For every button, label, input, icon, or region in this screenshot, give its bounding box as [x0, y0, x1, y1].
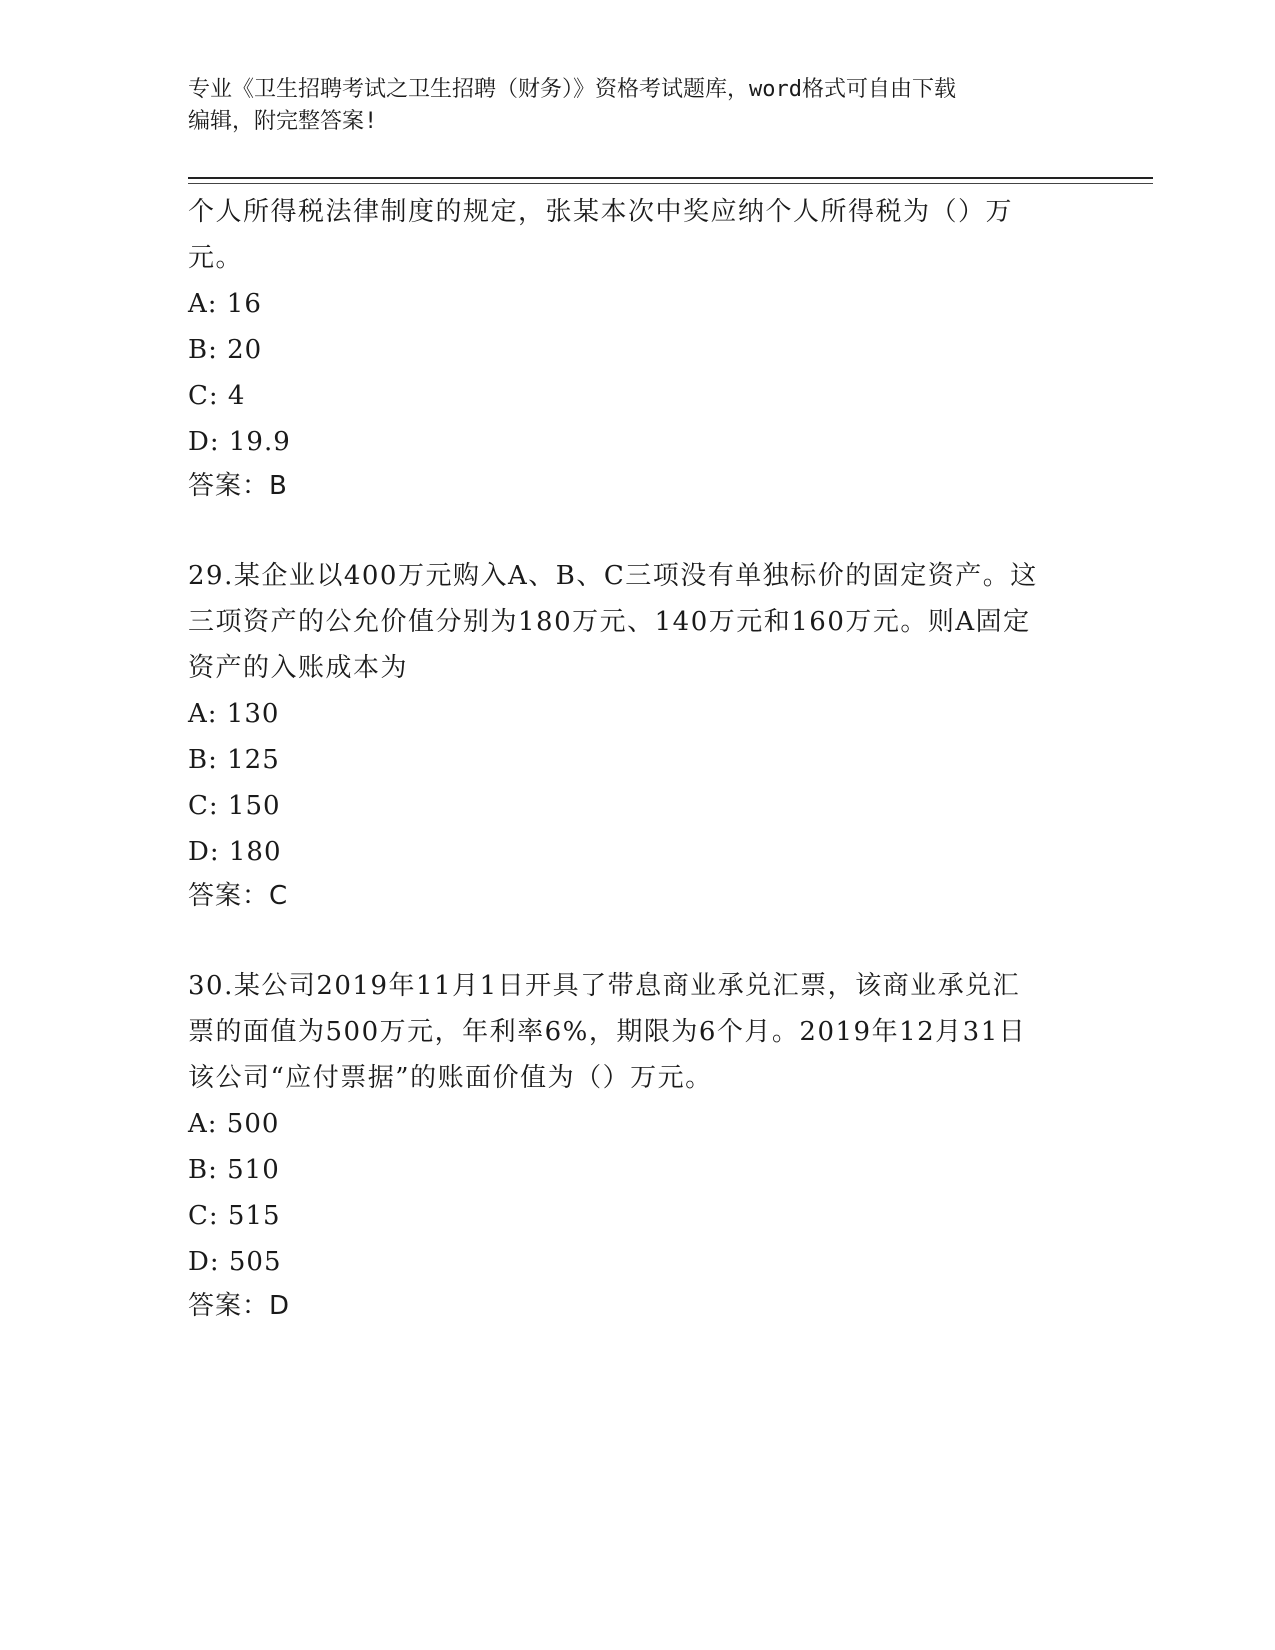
question-30	[188, 963, 1088, 1327]
header-line-1: 专业《卫生招聘考试之卫生招聘（财务）》资格考试题库，word格式可自由下载	[188, 77, 956, 102]
question-29-text-line-3: 资产的入账成本为	[188, 653, 409, 683]
question-29-option-d: D: 180	[188, 837, 282, 867]
question-30-option-d: D: 505	[188, 1247, 282, 1277]
question-30-option-a: A: 500	[188, 1109, 280, 1139]
document-header	[188, 74, 1068, 138]
question-30-answer: 答案：D	[188, 1291, 291, 1321]
question-28-option-a: A: 16	[188, 289, 262, 319]
question-29-option-a: A: 130	[188, 699, 280, 729]
question-29	[188, 553, 1088, 917]
question-list	[188, 189, 1088, 1327]
header-divider-thick	[188, 177, 1153, 179]
question-30-text-line-3: 该公司“应付票据”的账面价值为（）万元。	[188, 1063, 713, 1093]
question-30-option-c: C: 515	[188, 1201, 281, 1231]
question-29-answer: 答案：C	[188, 881, 289, 911]
question-28-option-d: D: 19.9	[188, 427, 291, 457]
question-28-option-b: B: 20	[188, 335, 263, 365]
question-28-answer: 答案：B	[188, 471, 288, 501]
question-28	[188, 189, 1088, 507]
question-29-text-line-1: 29.某企业以400万元购入A、B、C三项没有单独标价的固定资产。这	[188, 561, 1038, 591]
header-divider-thin	[188, 183, 1153, 184]
question-30-text-line-1: 30.某公司2019年11月1日开具了带息商业承兑汇票，该商业承兑汇	[188, 971, 1021, 1001]
question-29-option-c: C: 150	[188, 791, 281, 821]
question-28-text-line-1: 个人所得税法律制度的规定，张某本次中奖应纳个人所得税为（）万	[188, 197, 1014, 227]
question-28-option-c: C: 4	[188, 381, 246, 411]
spacer	[188, 507, 1088, 553]
spacer	[188, 917, 1088, 963]
question-29-text-line-2: 三项资产的公允价值分别为180万元、140万元和160万元。则A固定	[188, 607, 1031, 637]
question-30-text-line-2: 票的面值为500万元，年利率6%，期限为6个月。2019年12月31日	[188, 1017, 1027, 1047]
question-29-option-b: B: 125	[188, 745, 280, 775]
question-28-text-line-2: 元。	[188, 243, 244, 273]
header-line-2: 编辑，附完整答案!	[188, 109, 378, 134]
question-30-option-b: B: 510	[188, 1155, 280, 1185]
